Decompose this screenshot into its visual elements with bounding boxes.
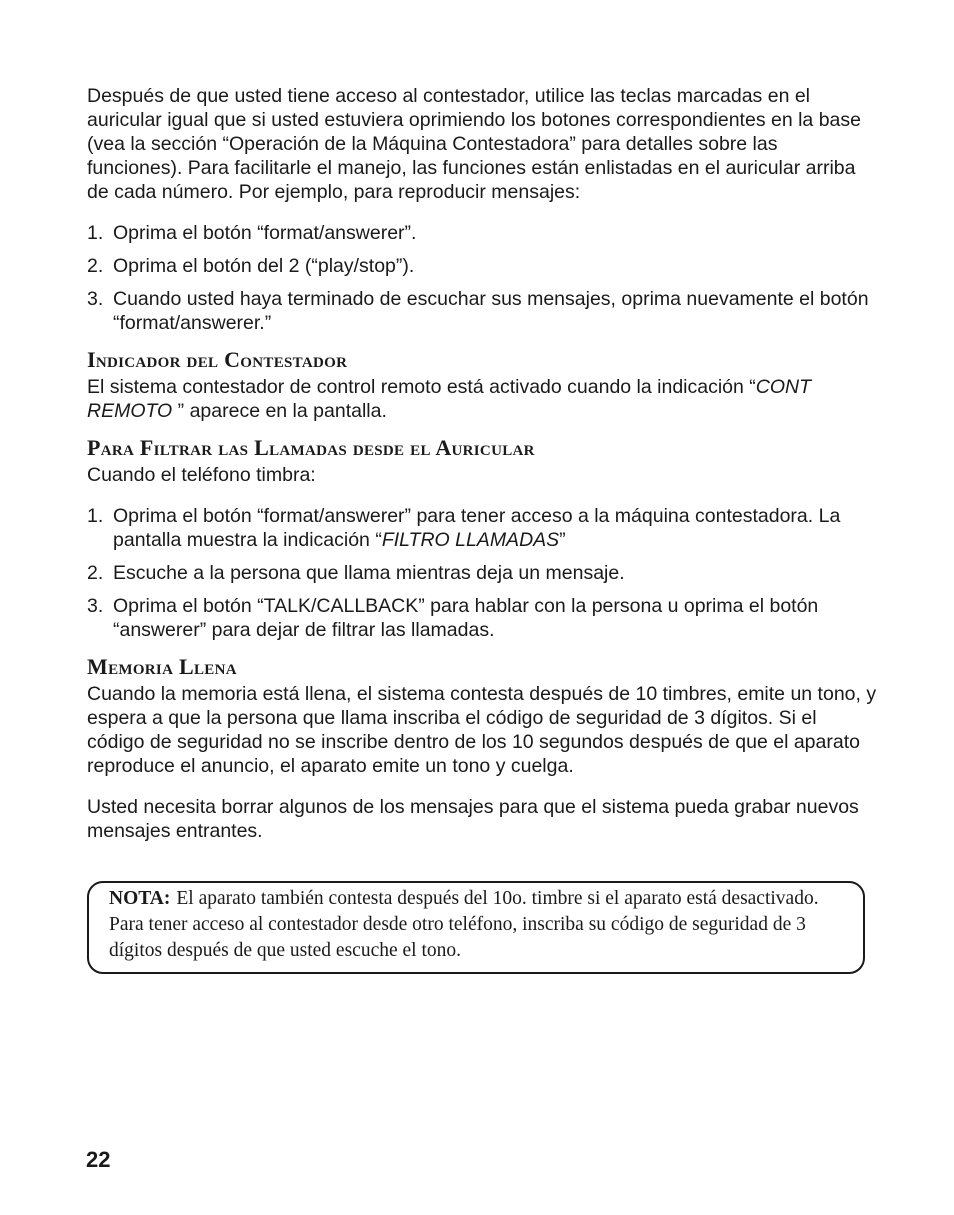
section-memoria — [87, 654, 877, 843]
page-number: 22 — [86, 1147, 111, 1172]
step-number: 1. — [87, 222, 104, 244]
filtrar-lead: Cuando el teléfono timbra: — [87, 464, 316, 486]
display-text-filtro-llamadas: FILTRO LLAMADAS — [381, 529, 560, 551]
section-filtrar — [87, 435, 877, 642]
step-number: 3. — [87, 595, 104, 617]
step-text: Escuche a la persona que llama mientras deja un mensaje. — [113, 562, 625, 584]
play-step-1 — [87, 221, 877, 245]
display-text-cont-remoto: CONT REMOTO — [87, 376, 812, 422]
manual-page-content — [87, 84, 877, 857]
play-step-3 — [87, 287, 877, 335]
step-text: Cuando usted haya terminado de escuchar sus mensajes, oprima nuevamente el botón “format/answerer.” — [113, 288, 869, 334]
intro-paragraph: Después de que usted tiene acceso al contestador, utilice las teclas marcadas en el auricular igual que si usted estuviera oprimiendo los botones correspondientes en la base (vea la sección “Operación de la Máquina Contestadora” para detalles sobre las funciones). Para facilitarle el manejo, las funciones están enlistadas en el auricular arriba de cada número. Por ejemplo, para reproducir mensajes: — [87, 85, 861, 203]
section-indicador — [87, 347, 877, 423]
step-number: 2. — [87, 255, 104, 277]
play-step-2 — [87, 254, 877, 278]
section-heading-memoria: Memoria Llena — [87, 654, 237, 679]
nota-text: El aparato también contesta después del 10o. timbre si el aparato está desactivado. Para tener acceso al contestador desde otro teléfono, inscriba su código de seguridad de 3 dígitos después de que usted escuche el tono. — [109, 888, 819, 961]
section-heading-filtrar: Para Filtrar las Llamadas desde el Auricular — [87, 435, 535, 460]
memoria-paragraph-2: Usted necesita borrar algunos de los mensajes para que el sistema pueda grabar nuevos mensajes entrantes. — [87, 796, 859, 842]
step-text: Oprima el botón “format/answerer”. — [113, 222, 417, 244]
indicador-paragraph: El sistema contestador de control remoto está activado cuando la indicación “CONT REMOTO ” aparece en la pantalla. — [87, 376, 812, 422]
step-number: 1. — [87, 505, 104, 527]
filtrar-steps — [87, 504, 877, 642]
step-number: 2. — [87, 562, 104, 584]
filtrar-step-1: 1. Oprima el botón “format/answerer” para tener acceso a la máquina contestadora. La pantalla muestra la indicación “FILTRO LLAMADAS” — [87, 505, 841, 551]
play-messages-steps — [87, 221, 877, 335]
nota-label: NOTA: — [109, 888, 171, 909]
nota-box — [87, 881, 865, 974]
step-text: Oprima el botón del 2 (“play/stop”). — [113, 255, 415, 277]
filtrar-step-3 — [87, 594, 877, 642]
filtrar-step-2 — [87, 561, 877, 585]
memoria-paragraph-1: Cuando la memoria está llena, el sistema contesta después de 10 timbres, emite un tono, y espera a que la persona que llama inscriba el código de seguridad de 3 dígitos. Si el código de seguridad no se inscribe dentro de los 10 segundos después de que el aparato reproduce el anuncio, el aparato emite un tono y cuelga. — [87, 683, 877, 777]
section-heading-indicador: Indicador del Contestador — [87, 347, 348, 372]
step-text: Oprima el botón “TALK/CALLBACK” para hablar con la persona u oprima el botón “answerer” para dejar de filtrar las llamadas. — [113, 595, 819, 641]
step-number: 3. — [87, 288, 104, 310]
